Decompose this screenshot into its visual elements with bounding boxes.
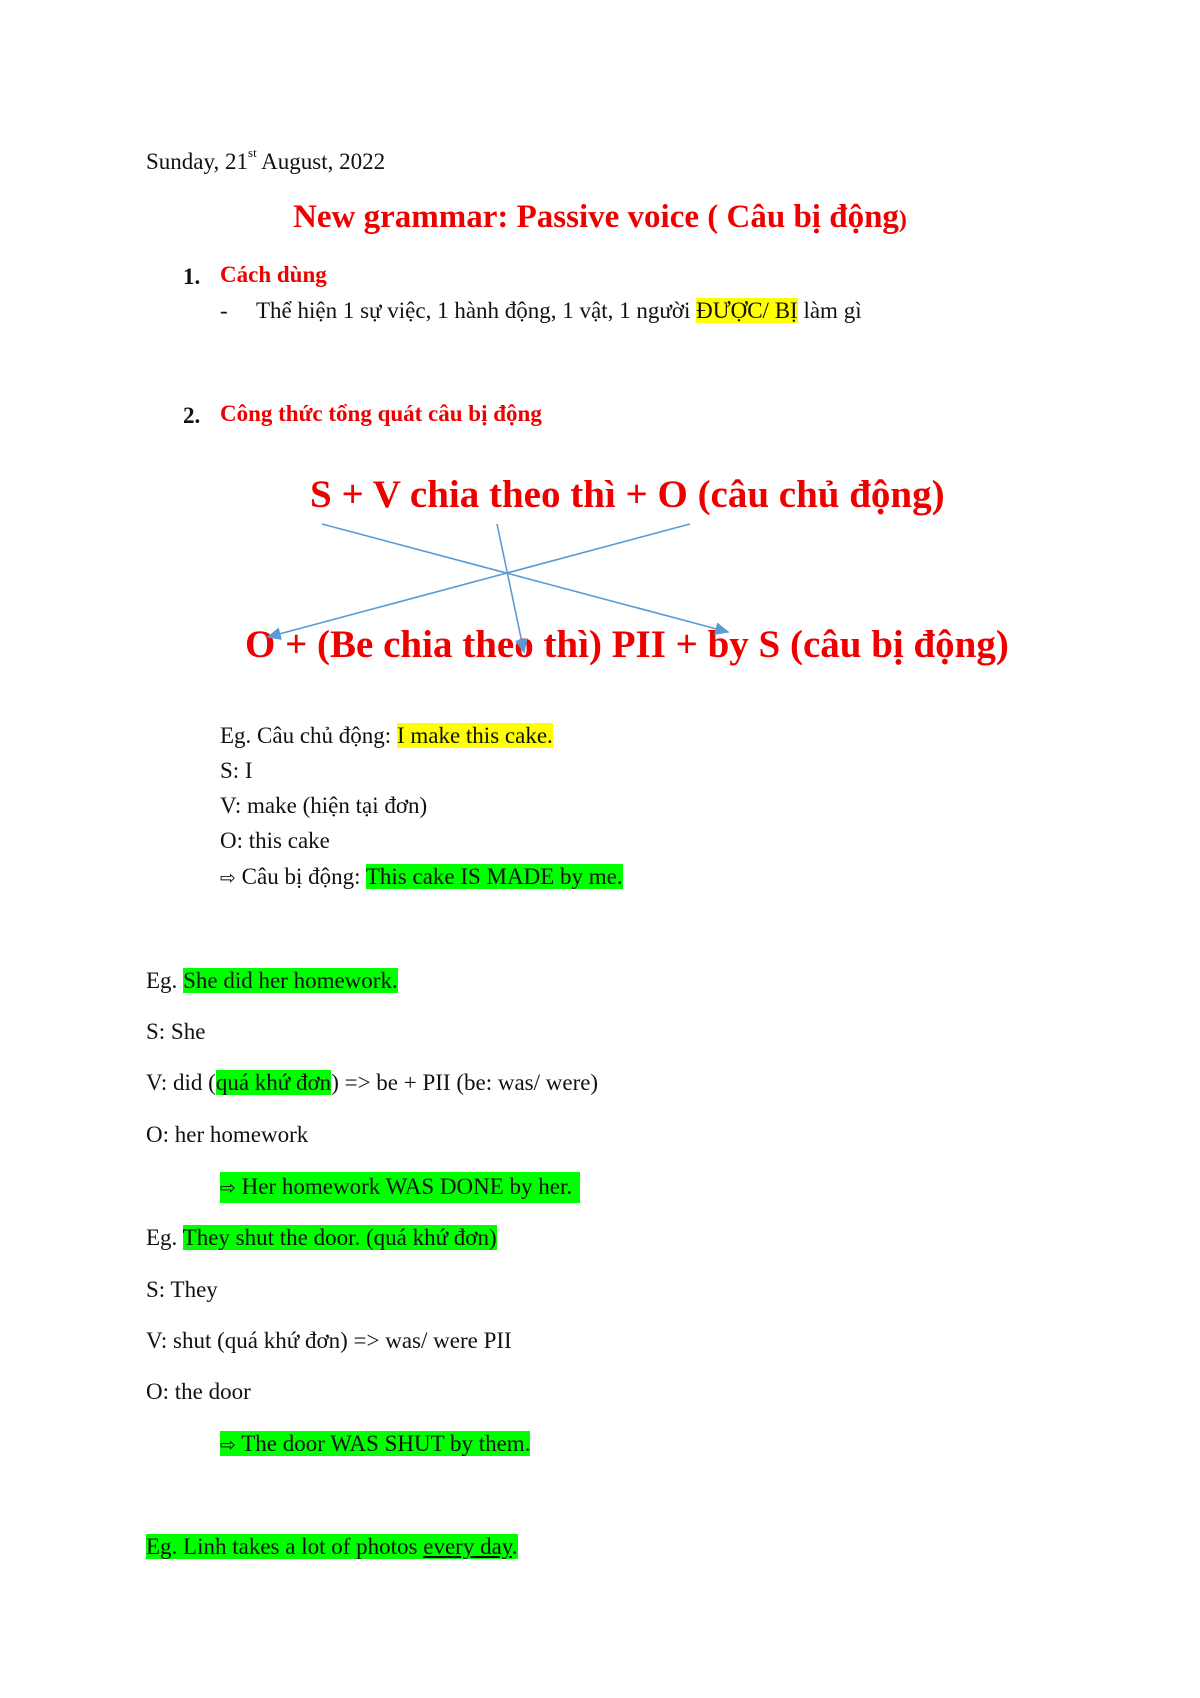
date-prefix: Sunday, 21 <box>146 149 249 174</box>
section2-heading: Công thức tổng quát câu bị động <box>220 401 542 426</box>
formula-active: S + V chia theo thì + O (câu chủ động) <box>310 473 945 516</box>
example2-result: ⇨ Her homework WAS DONE by her. <box>220 1172 580 1203</box>
arrow-o-to-o <box>268 524 690 637</box>
section1-heading: Cách dùng <box>220 262 327 287</box>
example3-result: ⇨ The door WAS SHUT by them. <box>220 1431 531 1456</box>
title-close-paren: ) <box>898 207 907 233</box>
formula-passive: O + (Be chia theo thì) PII + by S (câu bị động) <box>245 623 1009 666</box>
example2-sentence: She did her homework. <box>183 968 398 993</box>
example4-time-phrase: every day <box>423 1534 512 1559</box>
arrow-s-to-bys <box>322 524 728 632</box>
result-arrow-icon: ⇨ <box>220 867 236 889</box>
result-arrow-icon: ⇨ <box>220 1434 236 1456</box>
example4-line1: Eg. Linh takes a lot of photos every day. <box>146 1534 518 1559</box>
date-ordinal-suffix: st <box>248 145 257 160</box>
example3-line1: Eg. They shut the door. (quá khứ đơn) <box>146 1225 497 1250</box>
example1-s: S: I <box>220 758 253 783</box>
example1-o: O: this cake <box>220 828 330 853</box>
example1-passive-sentence: This cake IS MADE by me. <box>365 864 623 889</box>
example3-o: O: the door <box>146 1379 251 1404</box>
result-arrow-icon: ⇨ <box>220 1177 236 1199</box>
arrow-v-to-be <box>497 524 524 652</box>
example3-s: S: They <box>146 1277 218 1302</box>
example2-tense-highlight: quá khứ đơn <box>215 1070 332 1095</box>
example1-result: ⇨ Câu bị động: This cake IS MADE by me. <box>220 864 623 889</box>
title-main: New grammar: Passive voice ( Câu bị động <box>293 199 899 235</box>
example1-v: V: make (hiện tại đơn) <box>220 793 428 818</box>
highlight-duoc-bi: ĐƯỢC/ BỊ <box>696 298 798 323</box>
example2-line1: Eg. She did her homework. <box>146 968 398 993</box>
date-suffix: August, 2022 <box>256 149 386 174</box>
example1-line1: Eg. Câu chủ động: I make this cake. <box>220 723 553 748</box>
example2-o: O: her homework <box>146 1122 309 1147</box>
section1-text: Thể hiện 1 sự việc, 1 hành động, 1 vật, 1 người ĐƯỢC/ BỊ làm gì <box>256 298 862 323</box>
example2-s: S: She <box>146 1019 206 1044</box>
example3-v: V: shut (quá khứ đơn) => was/ were PII <box>146 1328 512 1353</box>
section1-bullet: - <box>220 298 228 323</box>
example2-v: V: did (quá khứ đơn) => be + PII (be: was/ were) <box>146 1070 599 1095</box>
section2-number: 2. <box>183 403 201 428</box>
example3-sentence: They shut the door. (quá khứ đơn) <box>182 1225 497 1250</box>
example1-active-sentence: I make this cake. <box>396 723 553 748</box>
section1-number: 1. <box>183 264 201 289</box>
